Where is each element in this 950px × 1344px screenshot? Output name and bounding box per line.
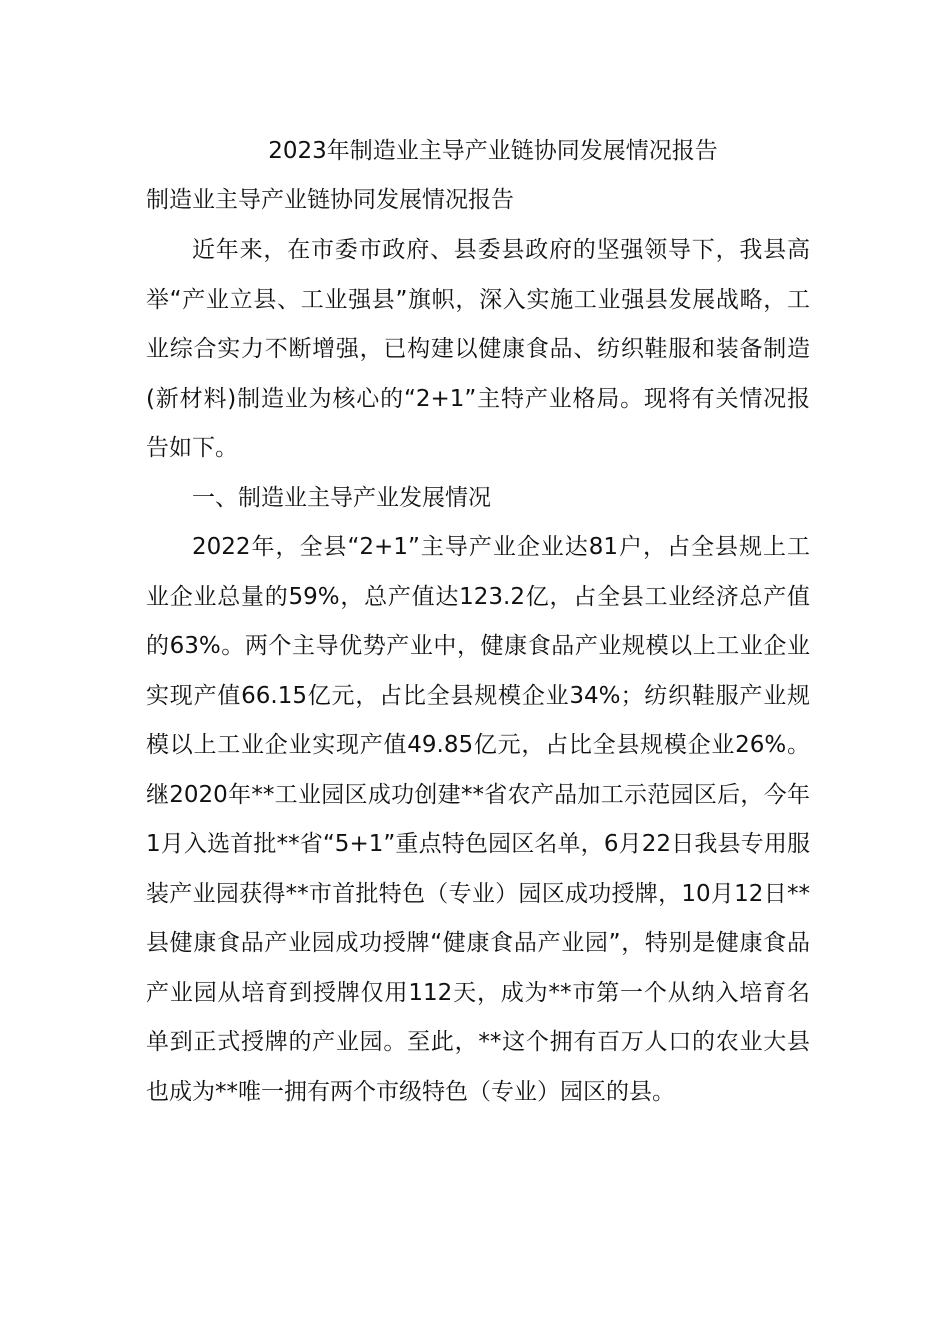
intro-paragraph: 近年来，在市委市政府、县委县政府的坚强领导下，我县高举“产业立县、工业强县”旗帜，深入实施工业强县发展战略，工业综合实力不断增强，已构建以健康食品、纺织鞋服和装备制造(新材料)制造业为核心的“2+1”主特产业格局。现将有关情况报告如下。 (146, 237, 810, 461)
section-paragraph: 2022年，全县“2+1”主导产业企业达81户，占全县规上工业企业总量的59%，总产值达123.2亿，占全县工业经济总产值的63%。两个主导优势产业中，健康食品产业规模以上工业企业实现产值66.15亿元，占比全县规模企业34%；纺织鞋服产业规模以上工业企业实现产值49.85亿元，占比全县规模企业26%。继2020年**工业园区成功创建**省农产品加工示范园区后，今年1月入选首批**省“5+1”重点特色园区名单，6月22日我县专用服装产业园获得**市首批特色（专业）园区成功授牌，10月12日**县健康食品产业园成功授牌“健康食品产业园”，特别是健康食品产业园从培育到授牌仅用112天，成为**市第一个从纳入培育名单到正式授牌的产业园。至此，**这个拥有百万人口的农业大县也成为**唯一拥有两个市级特色（专业）园区的县。 (146, 534, 810, 1105)
document-subtitle: 制造业主导产业链协同发展情况报告 (146, 187, 514, 213)
document-body (146, 128, 810, 1117)
document-title: 2023年制造业主导产业链协同发展情况报告 (268, 138, 718, 164)
section-heading: 一、制造业主导产业发展情况 (192, 484, 491, 511)
